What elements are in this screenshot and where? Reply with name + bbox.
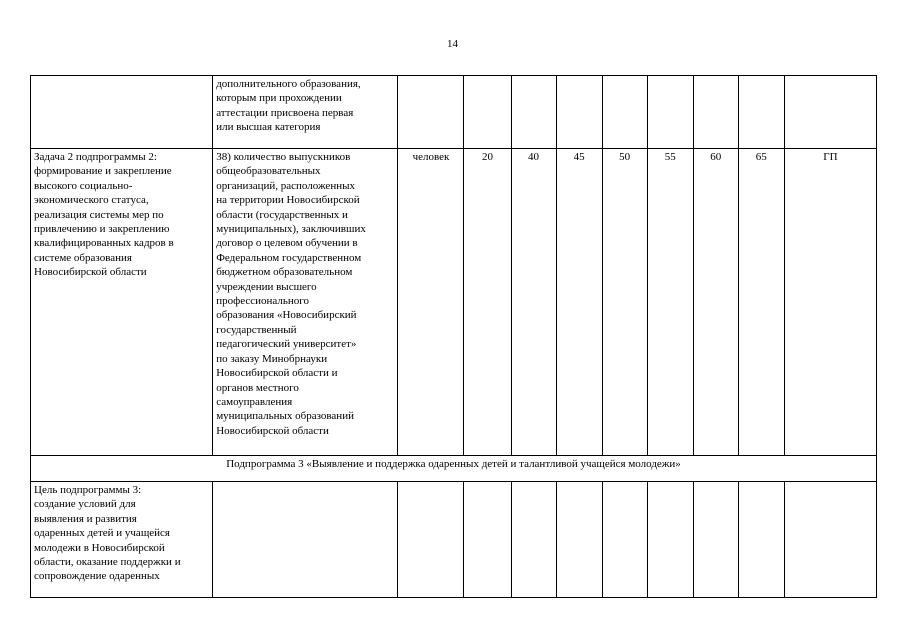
indicators-table (30, 75, 877, 598)
value-cell (464, 482, 511, 598)
unit-cell: человек (398, 149, 464, 456)
value-cell (602, 482, 647, 598)
value-cell (556, 482, 602, 598)
value-cell (647, 482, 693, 598)
value-cell (602, 76, 647, 149)
indicator-cell: дополнительного образования, которым при прохождении аттестации присвоена первая или высшая категория (213, 76, 398, 149)
table-row (31, 482, 877, 598)
value-cell: 40 (511, 149, 556, 456)
value-cell: 45 (556, 149, 602, 456)
value-cell (511, 482, 556, 598)
value-cell: 50 (602, 149, 647, 456)
value-cell (693, 482, 738, 598)
table-row (31, 149, 877, 456)
value-cell (511, 76, 556, 149)
responsible-cell (784, 76, 876, 149)
unit-cell (398, 482, 464, 598)
responsible-cell (784, 482, 876, 598)
value-cell: 55 (647, 149, 693, 456)
value-cell: 65 (738, 149, 784, 456)
value-cell (693, 76, 738, 149)
subprogram-header: Подпрограмма 3 «Выявление и поддержка одаренных детей и талантливой учащейся молодежи» (31, 456, 877, 482)
indicator-cell (213, 482, 398, 598)
responsible-cell: ГП (784, 149, 876, 456)
goal-cell (31, 76, 213, 149)
value-cell (556, 76, 602, 149)
value-cell (738, 482, 784, 598)
goal-cell: Цель подпрограммы 3: создание условий для выявления и развития одаренных детей и учащейся молодежи в Новосибирской области, оказание поддержки и сопровождение одаренных (31, 482, 213, 598)
page-number: 14 (447, 38, 458, 50)
value-cell: 20 (464, 149, 511, 456)
unit-cell (398, 76, 464, 149)
value-cell: 60 (693, 149, 738, 456)
table-row (31, 456, 877, 482)
indicator-cell: 38) количество выпускников общеобразовательных организаций, расположенных на территории Новосибирской области (государственных и муниципальных), заключивших договор о целевом обучении в Федеральном государственном бюджетном образовательном учреждении высшего профессионального образования «Новосибирский государственный педагогический университет» по заказу Минобрнауки Новосибирской области и органов местного самоуправления муниципальных образований Новосибирской области (213, 149, 398, 456)
value-cell (738, 76, 784, 149)
table-row (31, 76, 877, 149)
value-cell (647, 76, 693, 149)
value-cell (464, 76, 511, 149)
goal-cell: Задача 2 подпрограммы 2: формирование и закрепление высокого социально- экономического статуса, реализация системы мер по привлечению и закреплению квалифицированных кадров в системе образования Новосибирской области (31, 149, 213, 456)
